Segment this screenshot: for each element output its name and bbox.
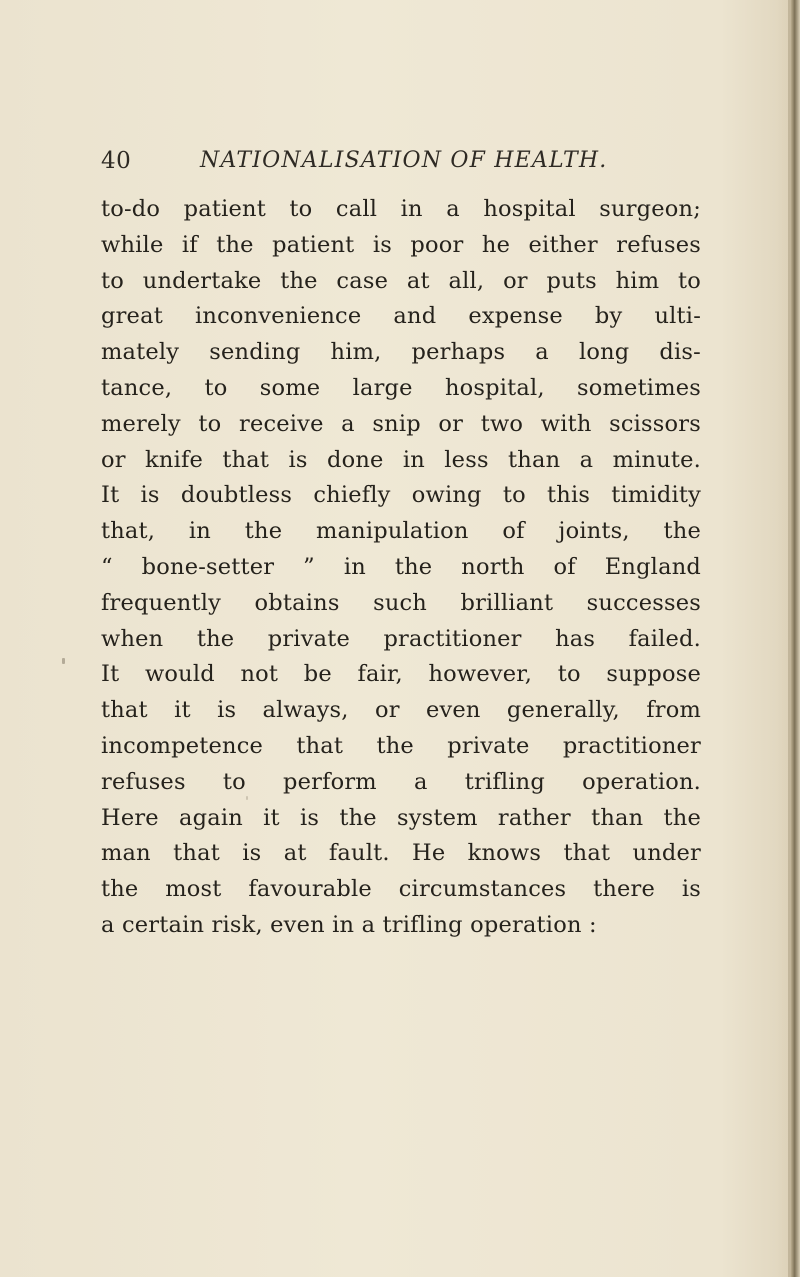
text-line: great inconvenience and expense by ulti- (101, 303, 701, 330)
body-text (101, 192, 701, 944)
text-line: to undertake the case at all, or puts him to (101, 267, 701, 294)
page-number: 40 (101, 148, 132, 174)
text-line: when the private practitioner has failed. (101, 625, 701, 652)
text-line: It is doubtless chiefly owing to this timidity (101, 482, 701, 509)
text-line: the most favourable circumstances there is (101, 876, 701, 903)
text-line: incompetence that the private practitioner (101, 732, 701, 759)
text-line-last: a certain risk, even in a trifling operation : (101, 911, 597, 938)
text-line: merely to receive a snip or two with scissors (101, 410, 701, 437)
page-edge (791, 0, 800, 1277)
text-line: man that is at fault. He knows that under (101, 840, 701, 867)
text-line: mately sending him, perhaps a long dis- (101, 339, 701, 366)
running-head (101, 148, 701, 178)
text-line: It would not be fair, however, to suppose (101, 661, 701, 688)
text-line: or knife that is done in less than a minute. (101, 446, 701, 473)
paper-speck (246, 796, 248, 800)
text-line: tance, to some large hospital, sometimes (101, 374, 701, 401)
text-line: that it is always, or even generally, from (101, 697, 701, 724)
text-line: Here again it is the system rather than the (101, 804, 701, 831)
text-line: “ bone-setter ” in the north of England (101, 553, 701, 580)
text-line: that, in the manipulation of joints, the (101, 518, 701, 545)
text-line: while if the patient is poor he either refuses (101, 231, 701, 258)
paper-speck (62, 658, 65, 664)
text-line: refuses to perform a trifling operation. (101, 768, 701, 795)
text-line: frequently obtains such brilliant successes (101, 589, 701, 616)
text-line: to-do patient to call in a hospital surgeon; (101, 196, 701, 222)
running-title: NATIONALISATION OF HEALTH. (200, 148, 608, 173)
